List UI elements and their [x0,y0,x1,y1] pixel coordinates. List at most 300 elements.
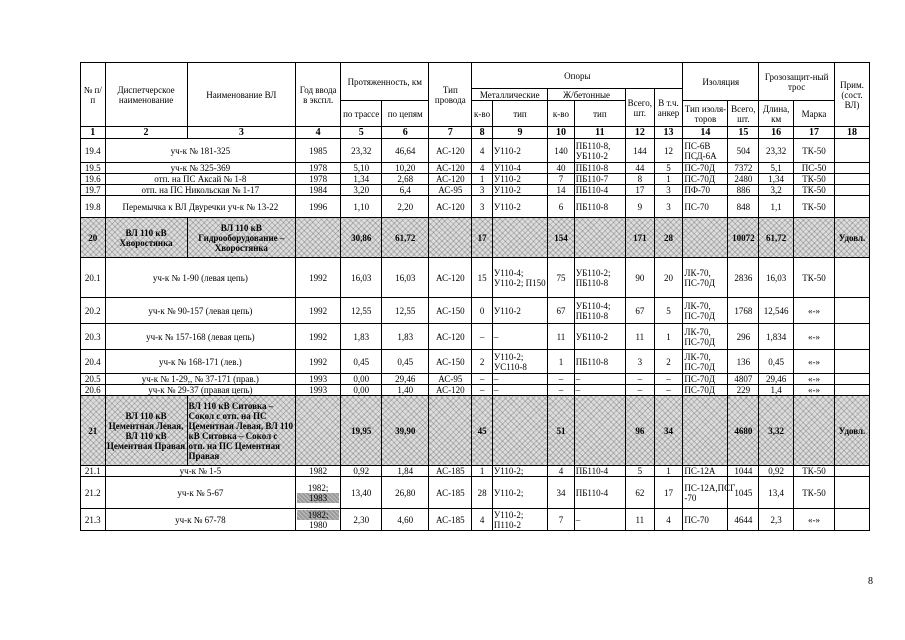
cell-gw-length: 0,92 [759,466,794,477]
cell-gw-length: 1,4 [759,385,794,396]
colnum: 1 [81,127,106,139]
table-row [81,196,870,218]
cell-route: 3,20 [341,185,382,196]
cell-id: 20.6 [81,385,106,396]
cell-concrete-qty: 11 [548,324,575,350]
hdr-dispatcher-name: Диспетчерское наименование [105,63,187,127]
cell-metal-qty: 3 [472,196,492,218]
colnum: 16 [759,127,794,139]
colnum: 6 [382,127,429,139]
table-row [81,324,870,350]
cell-metal-type: У110-2 [492,174,547,185]
cell-year: 1984 [296,185,341,196]
cell-metal-qty: 3 [472,185,492,196]
cell-route: 30,86 [341,218,382,258]
cell-concrete-qty: 154 [548,218,575,258]
hdr-concrete-qty: к-во [548,101,575,127]
cell-metal-type: У110-2 [492,298,547,324]
cell-section: отп. на ПС Аксай № 1-8 [105,174,296,185]
page-number: 8 [868,576,873,587]
cell-id: 21 [81,396,106,466]
cell-total: 62 [625,477,654,509]
cell-ins-total: 1044 [728,466,759,477]
cell-note [835,139,870,163]
hdr-line-name: Наименование ВЛ [187,63,296,127]
cell-section: уч-к № 1-5 [105,466,296,477]
cell-route: 23,32 [341,139,382,163]
cell-circuits: 4,60 [382,509,429,531]
cell-concrete-type: ПБ110-4 [574,466,625,477]
cell-ins-total: 4807 [728,374,759,385]
cell-metal-qty: 17 [472,218,492,258]
cell-concrete-type: ПБ110-4 [574,185,625,196]
cell-note [835,477,870,509]
cell-concrete-type: ПБ110-8, УБ110-2 [574,139,625,163]
cell-line-name: ВЛ 110 кВ Ситовка – Сокол с отп. на ПС Цементная Левая, ВЛ 110 кВ Ситовка – Сокол с отп. на ПС Цементная Правая [187,396,296,466]
colnum: 15 [728,127,759,139]
cell-year: 1993 [296,374,341,385]
cell-total: 144 [625,139,654,163]
cell-anchor: 20 [654,258,683,298]
cell-line-name: ВЛ 110 кВ Гидрооборудование – Хворостянка [187,218,296,258]
cell-ins-total: 2836 [728,258,759,298]
colnum: 5 [341,127,382,139]
cell-wire: АС-185 [429,477,472,509]
cell-concrete-qty: 34 [548,477,575,509]
hdr-num: № п/п [81,63,106,127]
year-value: 1982; [307,482,329,493]
table-row [81,139,870,163]
hdr-wire-type: Тип провода [429,63,472,127]
cell-circuits: 26,80 [382,477,429,509]
cell-section: уч-к № 29-37 (правая цепь) [105,385,296,396]
cell-wire: АС-120 [429,139,472,163]
hdr-insulator-type: Тип изоля-торов [683,101,728,127]
cell-circuits: 12,55 [382,298,429,324]
cell-insulator-type: ПС-70 [683,509,728,531]
colnum: 8 [472,127,492,139]
cell-concrete-qty: 4 [548,466,575,477]
cell-concrete-type: УБ110-4; ПБ110-8 [574,298,625,324]
cell-route: 12,55 [341,298,382,324]
cell-gw-length: 5,1 [759,163,794,174]
cell-year: 1992 [296,350,341,374]
cell-circuits: 16,03 [382,258,429,298]
cell-anchor: – [654,385,683,396]
cell-route: 5,10 [341,163,382,174]
cell-metal-type: У110-2 [492,185,547,196]
cell-insulator-type: ПС-12А,ПСГ -70 [683,477,728,509]
cell-insulator-type: ПС-70Д [683,385,728,396]
cell-wire: АС-120 [429,324,472,350]
cell-insulator-type: ПС-70Д [683,163,728,174]
cell-route: 1,34 [341,174,382,185]
table-row [81,509,870,531]
cell-insulator-type: ЛК-70, ПС-70Д [683,298,728,324]
cell-gw-brand: ТК-50 [794,174,835,185]
cell-insulator-type: ПС-70Д [683,174,728,185]
colnum: 4 [296,127,341,139]
cell-concrete-type: ПБ110-8 [574,196,625,218]
cell-gw-length: 16,03 [759,258,794,298]
cell-insulator-type: ЛК-70, ПС-70Д [683,324,728,350]
cell-id: 19.6 [81,174,106,185]
hdr-gw-length: Длина, км [759,101,794,127]
cell-anchor: 1 [654,466,683,477]
cell-metal-qty: 4 [472,509,492,531]
cell-circuits: 0,45 [382,350,429,374]
cell-dispatcher: ВЛ 110 кВ Цементная Левая, ВЛ 110 кВ Цементная Правая [105,396,187,466]
cell-gw-brand: «-» [794,374,835,385]
cell-concrete-qty: 1 [548,350,575,374]
cell-circuits: 61,72 [382,218,429,258]
cell-wire: АС-185 [429,509,472,531]
cell-route: 16,03 [341,258,382,298]
cell-circuits: 29,46 [382,374,429,385]
cell-concrete-qty: – [548,385,575,396]
cell-circuits: 6,4 [382,185,429,196]
hdr-supports: Опоры [472,63,683,89]
cell-gw-length: 0,45 [759,350,794,374]
cell-metal-type: – [492,385,547,396]
cell-total: 3 [625,350,654,374]
cell-concrete-qty: 14 [548,185,575,196]
colnum: 2 [105,127,187,139]
cell-gw-brand: «-» [794,298,835,324]
cell-total: 96 [625,396,654,466]
table-row [81,258,870,298]
cell-total: 11 [625,324,654,350]
table-row [81,174,870,185]
cell-ins-total: 504 [728,139,759,163]
cell-concrete-qty: 51 [548,396,575,466]
cell-note [835,374,870,385]
cell-id: 20.3 [81,324,106,350]
cell-insulator-type: ПС-12А [683,466,728,477]
cell-total: 9 [625,196,654,218]
cell-gw-brand: ТК-50 [794,196,835,218]
cell-anchor: 28 [654,218,683,258]
cell-id: 19.4 [81,139,106,163]
cell-gw-length: 12,546 [759,298,794,324]
cell-concrete-qty: 7 [548,174,575,185]
year-highlight: 1982; [297,510,339,520]
cell-wire: АС-120 [429,174,472,185]
cell-route: 2,30 [341,509,382,531]
cell-id: 21.3 [81,509,106,531]
cell-total: 90 [625,258,654,298]
cell-gw-length: 3,2 [759,185,794,196]
hdr-metal: Металлические [472,89,548,101]
cell-total: 8 [625,174,654,185]
cell-ins-total: 848 [728,196,759,218]
cell-route: 1,10 [341,196,382,218]
cell-dispatcher: ВЛ 110 кВ Хворостянка [105,218,187,258]
cell-section: уч-к № 5-67 [105,477,296,509]
hdr-concrete: Ж/бетонные [548,89,626,101]
cell-id: 19.5 [81,163,106,174]
hdr-length-circuits: по цепям [382,101,429,127]
cell-total: 17 [625,185,654,196]
hdr-ins-total: Всего, шт. [728,101,759,127]
cell-section: Перемычка к ВЛ Двуречки уч-к № 13-22 [105,196,296,218]
cell-metal-type: У110-2; [492,466,547,477]
cell-total: 67 [625,298,654,324]
cell-year: 1978 [296,163,341,174]
cell-circuits: 1,40 [382,385,429,396]
cell-concrete-qty: 7 [548,509,575,531]
cell-concrete-qty: 75 [548,258,575,298]
cell-gw-brand: ТК-50 [794,466,835,477]
cell-note: Удовл. [835,218,870,258]
colnum: 12 [625,127,654,139]
hdr-ground-wire: Грозозащит-ный трос [759,63,835,101]
cell-circuits: 10,20 [382,163,429,174]
cell-year: 1982 [296,466,341,477]
hdr-total-pcs: Всего, шт. [625,89,654,127]
year-value: 1980 [309,519,328,530]
table-row [81,163,870,174]
cell-metal-type: У110-2 [492,196,547,218]
cell-note [835,324,870,350]
cell-year [296,509,341,531]
cell-concrete-type: УБ110-2 [574,324,625,350]
cell-gw-length: 23,32 [759,139,794,163]
cell-gw-brand: ПС-50 [794,163,835,174]
cell-metal-type: У110-2 [492,139,547,163]
cell-concrete-type: ПБ110-7 [574,174,625,185]
cell-anchor: 3 [654,196,683,218]
cell-concrete-type: – [574,509,625,531]
cell-wire: АС-185 [429,466,472,477]
cell-gw-brand: ТК-50 [794,477,835,509]
cell-id: 19.7 [81,185,106,196]
cell-metal-type: – [492,374,547,385]
cell-wire: АС-150 [429,350,472,374]
cell-section: уч-к № 67-78 [105,509,296,531]
cell-concrete-qty: 140 [548,139,575,163]
hdr-anchor: В т.ч. анкер [654,89,683,127]
cell-metal-type: У110-2; П110-2 [492,509,547,531]
cell-year: 1993 [296,385,341,396]
cell-gw-brand: «-» [794,385,835,396]
cell-route: 0,92 [341,466,382,477]
cell-gw-length: 1,1 [759,196,794,218]
cell-metal-qty: 28 [472,477,492,509]
cell-anchor: 4 [654,509,683,531]
cell-note [835,196,870,218]
cell-anchor: 34 [654,396,683,466]
cell-circuits: 2,20 [382,196,429,218]
cell-ins-total: 229 [728,385,759,396]
table-row [81,466,870,477]
table-row [81,374,870,385]
cell-section: уч-к № 157-168 (левая цепь) [105,324,296,350]
cell-ins-total: 4644 [728,509,759,531]
table-row [81,385,870,396]
group-row-21 [81,396,870,466]
cell-ins-total: 7372 [728,163,759,174]
cell-ins-total: 886 [728,185,759,196]
year-highlight: 1983 [297,493,339,503]
cell-anchor: 3 [654,185,683,196]
cell-concrete-qty: 67 [548,298,575,324]
cell-note [835,350,870,374]
cell-metal-qty: 0 [472,298,492,324]
cell-metal-type: У110-4; У110-2; П150 [492,258,547,298]
cell-circuits: 39,90 [382,396,429,466]
table-row [81,477,870,509]
cell-metal-qty: 1 [472,174,492,185]
cell-anchor: 5 [654,163,683,174]
cell-metal-type: У110-2; УС110-8 [492,350,547,374]
cell-year: 1985 [296,139,341,163]
cell-id: 21.1 [81,466,106,477]
hdr-gw-brand: Марка [794,101,835,127]
cell-route: 13,40 [341,477,382,509]
cell-anchor: 5 [654,298,683,324]
cell-ins-total: 136 [728,350,759,374]
cell-metal-qty: 4 [472,139,492,163]
cell-route: 1,83 [341,324,382,350]
colnum: 7 [429,127,472,139]
cell-gw-brand: ТК-50 [794,258,835,298]
cell-ins-total: 2480 [728,174,759,185]
cell-wire: АС-150 [429,298,472,324]
cell-year: 1992 [296,258,341,298]
colnum: 10 [548,127,575,139]
cell-id: 20.5 [81,374,106,385]
cell-concrete-qty: – [548,374,575,385]
cell-section: уч-к № 168-171 (лев.) [105,350,296,374]
cell-gw-length: 3,32 [759,396,794,466]
cell-anchor: 2 [654,350,683,374]
hdr-metal-qty: к-во [472,101,492,127]
cell-ins-total: 10072 [728,218,759,258]
cell-total: 171 [625,218,654,258]
cell-note [835,466,870,477]
colnum: 13 [654,127,683,139]
cell-route: 0,45 [341,350,382,374]
cell-gw-length: 1,34 [759,174,794,185]
cell-gw-brand: «-» [794,509,835,531]
cell-concrete-type: – [574,374,625,385]
cell-anchor: 1 [654,324,683,350]
cell-note [835,163,870,174]
cell-gw-length: 61,72 [759,218,794,258]
cell-wire: АС-120 [429,196,472,218]
cell-circuits: 1,83 [382,324,429,350]
colnum: 17 [794,127,835,139]
cell-section: уч-к № 181-325 [105,139,296,163]
cell-concrete-type: ПБ110-8 [574,350,625,374]
hdr-length: Протяженность, км [341,63,429,101]
group-row-20 [81,218,870,258]
cell-metal-qty: – [472,385,492,396]
hdr-year: Год ввода в экспл. [296,63,341,127]
cell-circuits: 2,68 [382,174,429,185]
hdr-length-route: по трассе [341,101,382,127]
cell-metal-qty: 4 [472,163,492,174]
cell-insulator-type: ЛК-70, ПС-70Д [683,350,728,374]
cell-metal-qty: 45 [472,396,492,466]
cell-section: уч-к № 325-369 [105,163,296,174]
cell-metal-qty: – [472,374,492,385]
cell-note [835,385,870,396]
cell-id: 19.8 [81,196,106,218]
cell-section: уч-к № 90-157 (левая цепь) [105,298,296,324]
cell-insulator-type: ПС-70Д [683,374,728,385]
colnum: 9 [492,127,547,139]
cell-wire: АС-120 [429,385,472,396]
cell-insulator-type: ПС-70 [683,196,728,218]
cell-insulator-type: ЛК-70, ПС-70Д [683,258,728,298]
cell-gw-brand: «-» [794,350,835,374]
cell-total: 44 [625,163,654,174]
cell-gw-length: 1,834 [759,324,794,350]
cell-gw-length: 2,3 [759,509,794,531]
power-lines-table [80,62,870,531]
cell-metal-qty: 1 [472,466,492,477]
cell-metal-type: У110-2; [492,477,547,509]
cell-anchor: 12 [654,139,683,163]
cell-note [835,258,870,298]
cell-total: – [625,374,654,385]
cell-route: 0,00 [341,385,382,396]
cell-year: 1996 [296,196,341,218]
cell-note [835,509,870,531]
cell-gw-brand: ТК-50 [794,185,835,196]
cell-ins-total: 1045 [728,477,759,509]
colnum: 14 [683,127,728,139]
cell-year [296,477,341,509]
cell-year: 1992 [296,324,341,350]
cell-note [835,298,870,324]
cell-anchor: 1 [654,174,683,185]
cell-section: уч-к № 1-90 (левая цепь) [105,258,296,298]
cell-gw-length: 13,4 [759,477,794,509]
cell-insulator-type: ПФ-70 [683,185,728,196]
cell-metal-type: – [492,324,547,350]
cell-concrete-qty: 6 [548,196,575,218]
cell-note: Удовл. [835,396,870,466]
cell-gw-brand: ТК-50 [794,139,835,163]
cell-wire: АС-120 [429,258,472,298]
cell-ins-total: 1768 [728,298,759,324]
cell-anchor: 17 [654,477,683,509]
cell-gw-length: 29,46 [759,374,794,385]
cell-section: уч-к № 1-29,, № 37-171 (прав.) [105,374,296,385]
cell-year: 1992 [296,298,341,324]
cell-id: 20 [81,218,106,258]
cell-concrete-qty: 40 [548,163,575,174]
cell-note [835,185,870,196]
cell-concrete-type: – [574,385,625,396]
cell-metal-type: У110-4 [492,163,547,174]
cell-id: 20.1 [81,258,106,298]
cell-note [835,174,870,185]
cell-wire: АС-95 [429,185,472,196]
cell-anchor: – [654,374,683,385]
cell-id: 20.2 [81,298,106,324]
table-row [81,350,870,374]
cell-wire: АС-120 [429,163,472,174]
cell-circuits: 1,84 [382,466,429,477]
cell-id: 21.2 [81,477,106,509]
cell-concrete-type: ПБ110-8 [574,163,625,174]
cell-total: 5 [625,466,654,477]
cell-concrete-type: ПБ110-4 [574,477,625,509]
